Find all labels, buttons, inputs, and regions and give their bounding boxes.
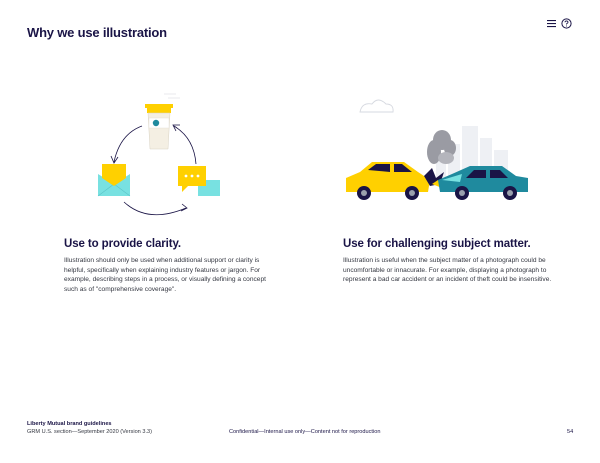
car-accident-illustration	[338, 92, 538, 217]
menu-icon[interactable]	[547, 19, 557, 28]
page-number: 54	[567, 429, 574, 435]
clarity-body: Illustration should only be used when additional support or clarity is helpful, specifically when explaining industry features or jargon. For example, describing steps in a process, or visually defining a concept such as of "comprehensive coverage".	[64, 257, 266, 293]
top-toolbar	[547, 18, 572, 29]
help-icon[interactable]	[561, 18, 572, 29]
footer-section-info: GRM U.S. section—September 2020 (Version 3.3)	[27, 429, 152, 435]
page-title: Why we use illustration	[27, 25, 167, 40]
yellow-car-icon	[346, 162, 430, 200]
clarity-heading: Use to provide clarity.	[64, 238, 181, 250]
challenging-subject-body: Illustration is useful when the subject matter of a photograph could be uncomfortable or innacurate. For example, displaying a photograph to represent a bad car accident or an incident of theft could be insensitive.	[343, 257, 552, 284]
challenging-subject-heading: Use for challenging subject matter.	[343, 238, 531, 250]
envelope-icon	[98, 164, 130, 196]
coffee-cup-icon	[145, 94, 180, 149]
clarity-section	[64, 238, 279, 294]
process-cycle-illustration	[90, 92, 230, 222]
footer-brand: Liberty Mutual brand guidelines	[27, 421, 112, 427]
chat-bubble-icon	[178, 166, 220, 196]
footer-confidential-notice: Confidential—Internal use only—Content not for reproduction	[229, 429, 381, 435]
challenging-subject-section	[343, 238, 558, 285]
